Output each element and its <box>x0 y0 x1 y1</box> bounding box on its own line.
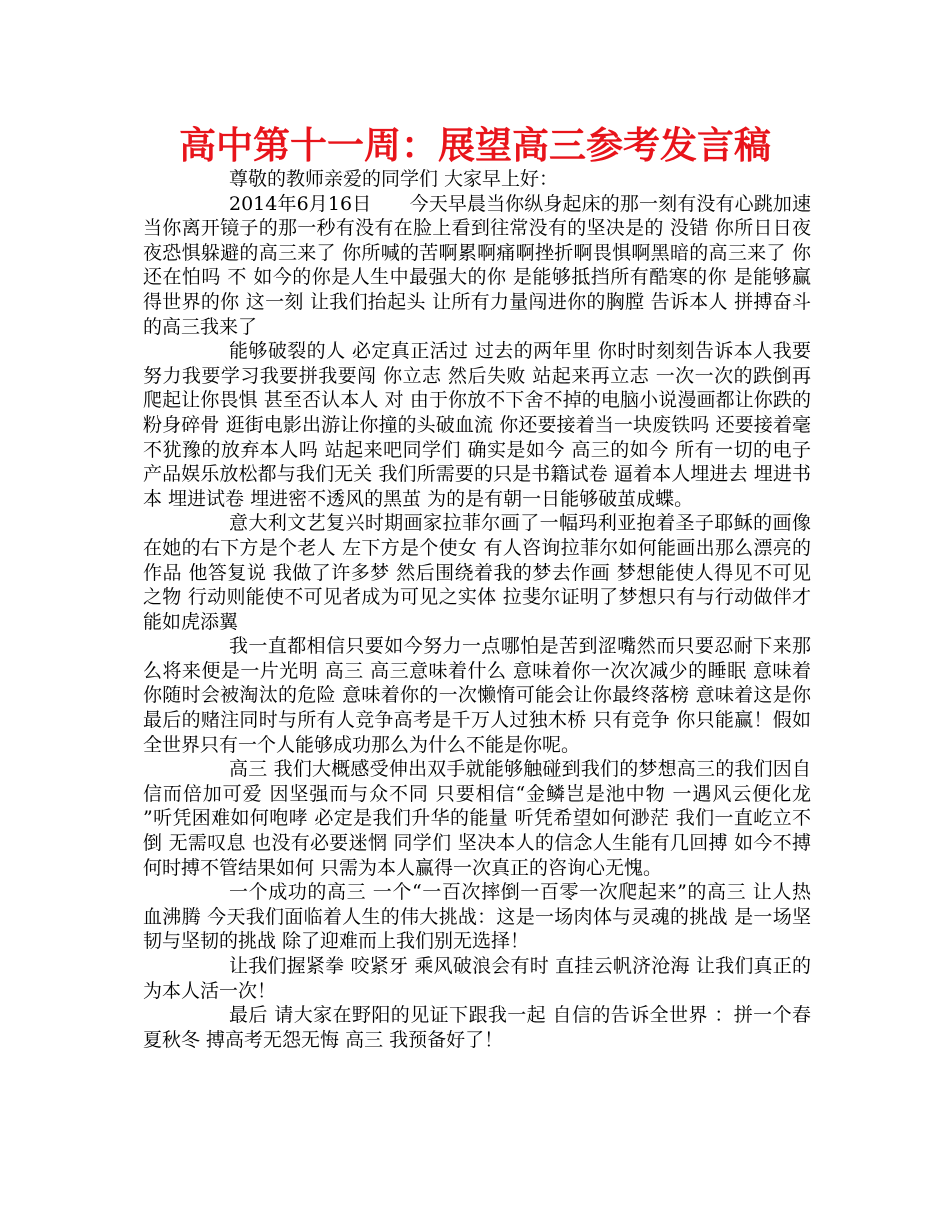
paragraph-8: 最后 请大家在野阳的见证下跟我一起 自信的告诉全世界 ：拼一个春夏秋冬 搏高考无怨无悔 高三 我预备好了！ <box>143 1004 811 1051</box>
paragraph-greeting: 尊敬的教师亲爱的同学们 大家早上好： <box>229 168 559 190</box>
paragraph-4: 我一直都相信只要如今努力一点哪怕是苦到涩嘴然而只要忍耐下来那么将来便是一片光明 高三 高三意味着什么 意味着你一次次减少的睡眠 意味着你随时会被淘汰的危险 意味着你的一次懒惰可能会让你最终落榜 意味着这是你最后的赌注同时与所有人竞争高考是千万人过独木桥 只有竞争 你只能赢！假如全世界只有一个人能够成功那么为什么不能是你呢。 <box>143 635 811 756</box>
paragraph-7: 让我们握紧拳 咬紧牙 乘风破浪会有时 直挂云帆济沧海 让我们真正的为本人活一次！ <box>143 955 811 1002</box>
page-title: 高中第十一周：展望高三参考发言稿 <box>179 124 771 167</box>
speech-body <box>143 167 850 1052</box>
paragraph-5: 高三 我们大概感受伸出双手就能够触碰到我们的梦想高三的我们因自信而倍加可爱 因坚强而与众不同 只要相信“金鳞岂是池中物 一遇风云便化龙 ”听凭困难如何咆哮 必定是我们升华的能量 听凭希望如何渺茫 我们一直屹立不倒 无需叹息 也没有必要迷惘 同学们 坚决本人的信念人生能有几回搏 如今不搏何时搏不管结果如何 只需为本人赢得一次真正的咨询心无愧。 <box>143 758 811 879</box>
paragraph-3: 意大利文艺复兴时期画家拉菲尔画了一幅玛利亚抱着圣子耶稣的画像 在她的右下方是个老人 左下方是个使女 有人咨询拉菲尔如何能画出那么漂亮的作品 他答复说 我做了许多梦 然后围绕着我的梦去作画 梦想能使人得见不可见之物 行动则能使不可见者成为可见之实体 拉斐尔证明了梦想只有与行动做伴才能如虎添翼 <box>143 512 811 633</box>
paragraph-6: 一个成功的高三 一个“一百次摔倒一百零一次爬起来”的高三 让人热血沸腾 今天我们面临着人生的伟大挑战：这是一场肉体与灵魂的挑战 是一场坚韧与坚韧的挑战 除了迎难而上我们别无选择！ <box>143 881 811 953</box>
paragraph-2: 能够破裂的人 必定真正活过 过去的两年里 你时时刻刻告诉本人我要努力我要学习我要拼我要闯 你立志 然后失败 站起来再立志 一次一次的跌倒再爬起让你畏惧 甚至否认本人 对 由于你放不下舍不掉的电脑小说漫画都让你跌的粉身碎骨 逛街电影出游让你撞的头破血流 你还要接着当一块废铁吗 还要接着毫不犹豫的放弃本人吗 站起来吧同学们 确实是如今 高三的如今 所有一切的电子产品娱乐放松都与我们无关 我们所需要的只是书籍试卷 逼着本人埋进去 埋进书本 埋进试卷 埋进密不透风的黑茧 为的是有朝一日能够破茧成蝶。 <box>143 340 811 510</box>
paragraph-1: 2014年6月16日 今天早晨当你纵身起床的那一刻有没有心跳加速 当你离开镜子的那一秒有没有在脸上看到往常没有的坚决是的 没错 你所日日夜夜恐惧躲避的高三来了 你所喊的苦啊累啊痛啊挫折啊畏惧啊黑暗的高三来了 你还在怕吗 不 如今的你是人生中最强大的你 是能够抵挡所有酷寒的你 是能够赢得世界的你 这一刻 让我们抬起头 让所有力量闯进你的胸膛 告诉本人 拼搏奋斗的高三我来了 <box>143 192 850 338</box>
